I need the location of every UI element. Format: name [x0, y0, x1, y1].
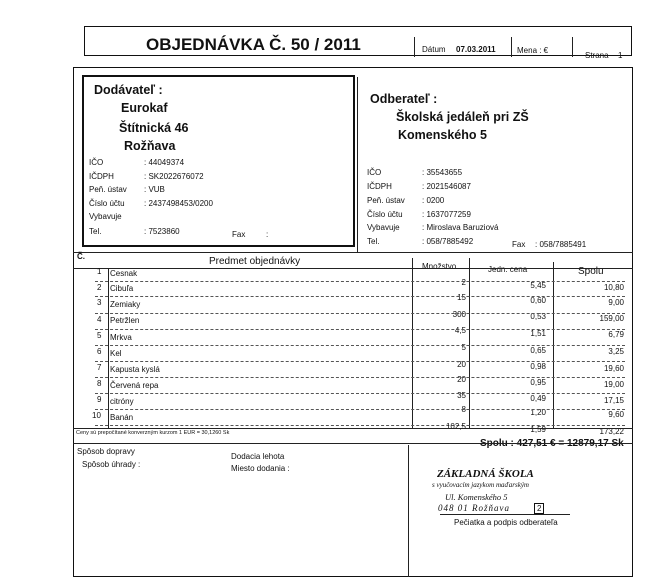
stamp-mark: 2: [534, 503, 544, 514]
supplier-field-label: Peň. ústav: [89, 185, 127, 194]
row-item: Kel: [110, 349, 122, 358]
row-price: 0,65: [530, 346, 546, 355]
row-line: [95, 329, 625, 330]
row-item: Cibuľa: [110, 284, 134, 293]
customer-field-value: : 058/7885492: [422, 237, 474, 246]
row-line: [95, 313, 625, 314]
supplier-field-value: : SK2022676072: [144, 172, 204, 181]
delivery-place: Miesto dodania :: [231, 464, 290, 473]
row-price: 5,45: [530, 281, 546, 290]
row-line: [95, 296, 625, 297]
date-value: 07.03.2011: [456, 45, 496, 54]
row-total: 17,15: [603, 396, 624, 405]
row-no: 10: [92, 411, 101, 420]
signature-caption: Pečiatka a podpis odberateľa: [454, 518, 558, 527]
divider: [572, 37, 573, 57]
delivery-time: Dodacia lehota: [231, 452, 285, 461]
col-header-total: Spolu: [578, 266, 604, 277]
row-line: [95, 393, 625, 394]
customer-heading: Odberateľ :: [370, 92, 438, 106]
col-header-price: Jedn. cena: [488, 265, 528, 274]
delivery-method: Spôsob dopravy: [77, 447, 135, 456]
divider: [408, 445, 409, 577]
footer-line: [73, 443, 633, 444]
row-no: 1: [97, 267, 102, 276]
supplier-field-label: Číslo účtu: [89, 199, 125, 208]
col-separator: [469, 258, 470, 428]
signature-line: [440, 514, 570, 515]
row-qty: 4,5: [454, 326, 466, 335]
row-price: 1,51: [530, 329, 546, 338]
row-qty: 20: [457, 375, 466, 384]
divider: [357, 77, 358, 253]
row-total: 3,25: [608, 347, 624, 356]
row-total: 9,60: [608, 410, 624, 419]
row-no: 6: [97, 347, 102, 356]
row-total: 19,00: [603, 380, 624, 389]
sum-total: 173,22: [599, 427, 624, 436]
customer-field-label: Číslo účtu: [367, 210, 403, 219]
payment-method: Spôsob úhrady :: [82, 460, 141, 469]
divider: [511, 37, 512, 57]
customer-field-value: : 2021546087: [422, 182, 471, 191]
row-no: 8: [97, 379, 102, 388]
supplier-field-label: IČO: [89, 158, 104, 167]
row-qty: 5: [461, 343, 466, 352]
stamp-line: 048 01 Rožňava: [438, 503, 510, 513]
row-line: [95, 361, 625, 362]
supplier-field-value: : 2437498453/0200: [144, 199, 213, 208]
supplier-fax-value: :: [266, 230, 269, 239]
customer-field-value: : Miroslava Baruziová: [422, 223, 499, 232]
row-line: [95, 377, 625, 378]
row-price: 0,98: [530, 362, 546, 371]
row-item: Mrkva: [110, 333, 132, 342]
grand-total: Spolu : 427,51 € = 12879,17 Sk: [480, 438, 624, 449]
customer-field-value: : 1637077259: [422, 210, 471, 219]
customer-field-label: IČDPH: [367, 182, 392, 191]
row-item: Petržlen: [110, 316, 140, 325]
row-price: 1,20: [530, 408, 546, 417]
row-qty: 8: [461, 405, 466, 414]
divider: [414, 37, 415, 57]
row-price: 0,53: [530, 312, 546, 321]
sum-price: 1,59: [530, 425, 546, 434]
page-label: Strana: [585, 51, 609, 60]
customer-fax-label: Fax: [512, 240, 526, 249]
stamp-line: ZÁKLADNÁ ŠKOLA: [437, 468, 534, 480]
col-header-item: Predmet objednávky: [209, 256, 301, 267]
row-line: [95, 345, 625, 346]
row-item: Banán: [110, 413, 134, 422]
supplier-fax-label: Fax: [232, 230, 246, 239]
row-line: [95, 409, 625, 410]
stamp-line: Ul. Komenského 5: [445, 492, 508, 502]
supplier-name: Eurokaf: [121, 101, 168, 115]
customer-name: Školská jedáleň pri ZŠ: [396, 110, 529, 124]
col-separator: [108, 268, 109, 428]
row-total: 19,60: [603, 364, 624, 373]
supplier-field-value: : 44049374: [144, 158, 185, 167]
supplier-field-label: IČDPH: [89, 172, 114, 181]
currency-label: Mena : €: [517, 46, 549, 55]
table-top-line: [73, 252, 633, 253]
supplier-city: Rožňava: [124, 139, 176, 153]
row-item: Kapusta kyslá: [110, 365, 160, 374]
table-bottom-line: [73, 428, 633, 429]
row-no: 3: [97, 298, 102, 307]
row-qty: 15: [457, 293, 466, 302]
col-header-qty: Množstvo: [422, 262, 457, 271]
customer-field-label: IČO: [367, 168, 382, 177]
customer-field-label: Tel.: [367, 237, 380, 246]
customer-fax-value: : 058/7885491: [535, 240, 587, 249]
row-no: 4: [97, 315, 102, 324]
row-line: [95, 281, 625, 282]
row-qty: 2: [461, 278, 466, 287]
row-price: 0,60: [530, 296, 546, 305]
supplier-heading: Dodávateľ :: [94, 83, 163, 97]
row-qty: 20: [457, 360, 466, 369]
order-title: OBJEDNÁVKA Č. 50 / 2011: [146, 35, 361, 54]
row-total: 9,00: [608, 298, 624, 307]
supplier-street: Štítnická 46: [119, 121, 189, 135]
row-no: 5: [97, 331, 102, 340]
supplier-field-value: : 7523860: [144, 227, 180, 236]
col-header-no: Č.: [77, 252, 85, 261]
customer-street: Komenského 5: [398, 128, 487, 142]
row-price: 0,49: [530, 394, 546, 403]
row-item: citróny: [110, 397, 134, 406]
date-label: Dátum: [422, 45, 446, 54]
supplier-field-label: Tel.: [89, 227, 102, 236]
supplier-field-value: : VUB: [144, 185, 165, 194]
row-total: 159,00: [599, 314, 624, 323]
customer-field-label: Vybavuje: [367, 223, 400, 232]
customer-field-label: Peň. ústav: [367, 196, 405, 205]
row-item: Cesnak: [110, 269, 138, 278]
row-qty: 300: [452, 310, 466, 319]
row-total: 6,79: [608, 330, 624, 339]
row-price: 0,95: [530, 378, 546, 387]
row-item: Červená repa: [110, 381, 159, 390]
conversion-note: Ceny sú prepočítané konverzným kurzom 1 EUR = 30,1260 Sk: [76, 430, 230, 436]
sum-qty: 102,5: [445, 422, 466, 431]
page-value: 1: [618, 51, 623, 60]
row-qty: 35: [457, 391, 466, 400]
col-separator: [412, 258, 413, 428]
row-total: 10,80: [603, 283, 624, 292]
row-no: 9: [97, 395, 102, 404]
row-no: 2: [97, 283, 102, 292]
table-header-line: [73, 268, 633, 269]
customer-field-value: : 0200: [422, 196, 445, 205]
row-no: 7: [97, 363, 102, 372]
customer-field-value: : 35543655: [422, 168, 463, 177]
stamp-line: s vyučovacím jazykom maďarským: [432, 481, 529, 489]
supplier-field-label: Vybavuje: [89, 212, 122, 221]
row-item: Zemiaky: [110, 300, 141, 309]
